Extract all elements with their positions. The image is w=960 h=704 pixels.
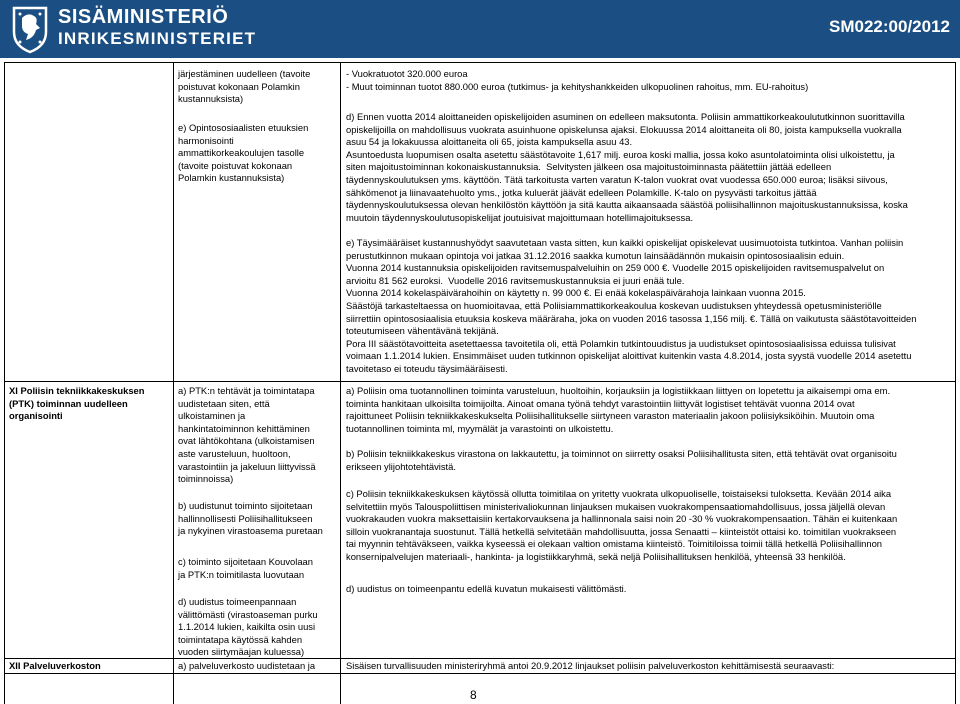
lion-coat-of-arms-icon bbox=[8, 4, 52, 54]
ministry-name-fi: SISÄMINISTERIÖ bbox=[58, 6, 229, 28]
table-row-divider bbox=[4, 658, 956, 659]
measure-text: a) PTK:n tehtävät ja toimintatapa uudistetaan siten, että ulkoistaminen ja hankintatoiminnon kehittäminen ovat lähtökohtana (ulkoistamisen aste varusteluun, huoltoon, varastointiin ja jakeluun liittyvissä toiminnoissa) bbox=[178, 385, 316, 485]
table-border-top bbox=[4, 62, 956, 63]
measure-text: e) Opintososiaalisten etuuksien harmonisointi ammattikorkeakoulujen tasolle (tavoite poistuvat kokonaan Polamkin kustannuksista) bbox=[178, 122, 309, 184]
result-text: c) Poliisin tekniikkakeskuksen käytössä ollutta toimitilaa on yritetty vuokrata ulkopuoliselle, toistaiseksi tuloksetta. Kevään 2014 aika selvitettiin myös Talouspoliittisen ministerivaliokunnan linjauksen mukaisen vuokrakompensaatiomahdollisuus, jossa jäljellä olevan vuokrakauden vuokra maksettaisiin kertakorvauksena ja hallinnonala saisi noin 20 -30 % vuokrakompensaation. Tähän ei kuitenkaan silloin vuokranantaja suostunut. Tällä hetkellä selvitetään mahdollisuutta, jossa Senaatti – kiinteistöt ottaisi ko. toimitilan vuokrakseen tai myynnin tehtäväkseen, vaikka kyseessä ei olekaan valtion omistama kiinteistö. Toimitiloissa toimii tällä hetkellä Poliisihallinnon konsernipalvelujen materiaali-, hankinta- ja logistiikkaryhmä, sekä neljä Poliisihallituksen henkilöä, yhteensä 33 henkilöä. bbox=[346, 488, 898, 562]
document-header bbox=[0, 0, 960, 58]
measure-text: järjestäminen uudelleen (tavoite poistuvat kokonaan Polamkin kustannuksista) bbox=[178, 68, 311, 105]
table-column-divider bbox=[173, 62, 174, 704]
result-text: Sisäisen turvallisuuden ministeriryhmä antoi 20.9.2012 linjaukset poliisin palveluverkoston kehittämisestä seuraavasti: bbox=[346, 660, 835, 671]
page-number: 8 bbox=[470, 688, 477, 702]
table-row-divider bbox=[4, 673, 956, 674]
document-code: SM022:00/2012 bbox=[829, 17, 950, 36]
table-column-divider bbox=[340, 62, 341, 704]
row-title: XII Palveluverkoston bbox=[9, 660, 101, 671]
table-border-left bbox=[4, 62, 5, 704]
measure-text: b) uudistunut toiminto sijoitetaan hallinnollisesti Poliisihallitukseen ja nykyinen virastoasema puretaan bbox=[178, 500, 323, 537]
measure-text: d) uudistus toimeenpannaan välittömästi (virastoaseman purku 1.1.2014 lukien, kaikilta osin uusi toimintatapa käytössä kahden vuoden siirtymäajan kuluessa) bbox=[178, 596, 318, 658]
measure-text: c) toiminto sijoitetaan Kouvolaan ja PTK:n toimitilasta luovutaan bbox=[178, 556, 313, 580]
result-text: b) Poliisin tekniikkakeskus virastona on lakkautettu, ja toiminnot on siirretty osaksi Poliisihallitusta siten, että tehtävät ovat organisoitu erikseen ylijohtotehtävistä. bbox=[346, 448, 897, 472]
row-title: XI Poliisin tekniikkakeskuksen (PTK) toiminnan uudelleen organisointi bbox=[9, 385, 145, 422]
result-text: - Vuokratuotot 320.000 euroa - Muut toiminnan tuotot 880.000 euroa (tutkimus- ja kehityshankkeiden ulkopuolinen rahoitus, mm. EU-rahoitus) bbox=[346, 68, 809, 92]
result-text: d) Ennen vuotta 2014 aloittaneiden opiskelijoiden asuminen on edelleen maksutonta. Poliisin ammattikorkeakoulututkinnon suorittavilla opiskelijoilla on mahdollisuus vuokrata asuinhuone opiskelunsa ajaksi. Elokuussa 2014 aloittaneita oli 80, joista kampuksella vuokralla asuu 54 ja lokakuussa aloittaneita oli 65, joista kampuksella asuu 43. Asuntoedusta luopumisen osalta asetettu säästötavoite 1,617 milj. euroa koski mallia, jossa koko asuntolatoiminta olisi ulkoistettu, ja siten majoitustoiminnan kokonaiskustannuksia. Selvitysten jälkeen osa majoitustoiminnasta päätettiin jättää edelleen täydennyskoulutuksen yms. käyttöön. Tätä tarkoitusta varten varatun K-talon vuokrat ovat vuodessa 650.000 euroa; lisäksi siivous, sähkömenot ja liinavaatehuolto yms., jotka kuluerät jäävät edelleen Polamkille. K-talo on pysyvästi tarkoitus jättää täydennyskoulutuksessa olevan henkilöstön käyttöön ja sitä kautta aikaansaada säästöä poliisihallinnon majoituskustannuksissa, koska muutoin täydennyskoulutusopiskelijat joutuisivat majoittumaan hotellimajoituksessa. bbox=[346, 111, 908, 223]
result-text: e) Täysimääräiset kustannushyödyt saavutetaan vasta sitten, kun kaikki opiskelijat opiskelevat uusimuotoista tutkintoa. Vanhan poliisin perustutkinnon mukaan opintoja voi jatkaa 31.12.2016 saakka kumotun lainsäädännön mukaisin opintososiaalisin eduin. Vuonna 2014 kustannuksia opiskelijoiden ravitsemuspalveluihin on 259 000 €. Vuodelle 2015 opiskelijoiden ravitsemuspalvelut on arvioitu 81 562 euroksi. Vuodelle 2016 ravitsemuskustannuksia ei juuri enää tule. Vuonna 2014 kokelaspäivärahoihin on käytetty n. 99 000 €. Ei enää kokelaspäivärahoja lainkaan vuonna 2015. Säästöjä tarkasteltaessa on huomioitavaa, että Poliisiammattikorkeakoulua koskevan uudistuksen yhteydessä opetusministeriölle siirrettiin opintososiaalisia etuuksia koskeva määräraha, joka on vuoden 2016 tasossa 1,156 milj. €. Tällä on vaikutusta säästötavoitteiden toteutumiseen vähentävänä tekijänä. Pora III säästötavoitteita asetettaessa tavoitetila oli, että Polamkin tutkintouudistus ja uudistukset opintososiaalisissa eduissa tulisivat voimaan 1.1.2014 lukien. Ensimmäiset uuden tutkinnon opiskelijat aloittivat kuitenkin vasta 4.8.2014, josta syystä vuodelle 2014 asetettu tavoitetaso ei toteudu täysimääräisesti. bbox=[346, 237, 917, 374]
ministry-name-sv: INRIKESMINISTERIET bbox=[58, 29, 257, 48]
result-text: d) uudistus on toimeenpantu edellä kuvatun mukaisesti välittömästi. bbox=[346, 583, 627, 594]
measure-text: a) palveluverkosto uudistetaan ja bbox=[178, 660, 316, 671]
result-text: a) Poliisin oma tuotannollinen toiminta varusteluun, huoltoihin, korjauksiin ja logistiikkaan liittyen on lopetettu ja aikaisempi oma em. toiminta hankitaan ulkoisilta toimijoilta. Ainoat omana työnä tehdyt varastointiin liittyvät logistiset tehtävät vuonna 2014 ovat rajoittuneet Poliisin tekniikkakeskukselta Poliisihallitukselle siirtyneen varaston materiaalin jakoon poliisiyksiköihin. Muutoin oma tuotannollinen toiminta ml, myymälät ja varastointi on ulkoistettu. bbox=[346, 385, 891, 434]
table-border-right bbox=[955, 62, 956, 704]
ministry-name bbox=[58, 6, 256, 50]
table-row-divider bbox=[4, 381, 956, 382]
